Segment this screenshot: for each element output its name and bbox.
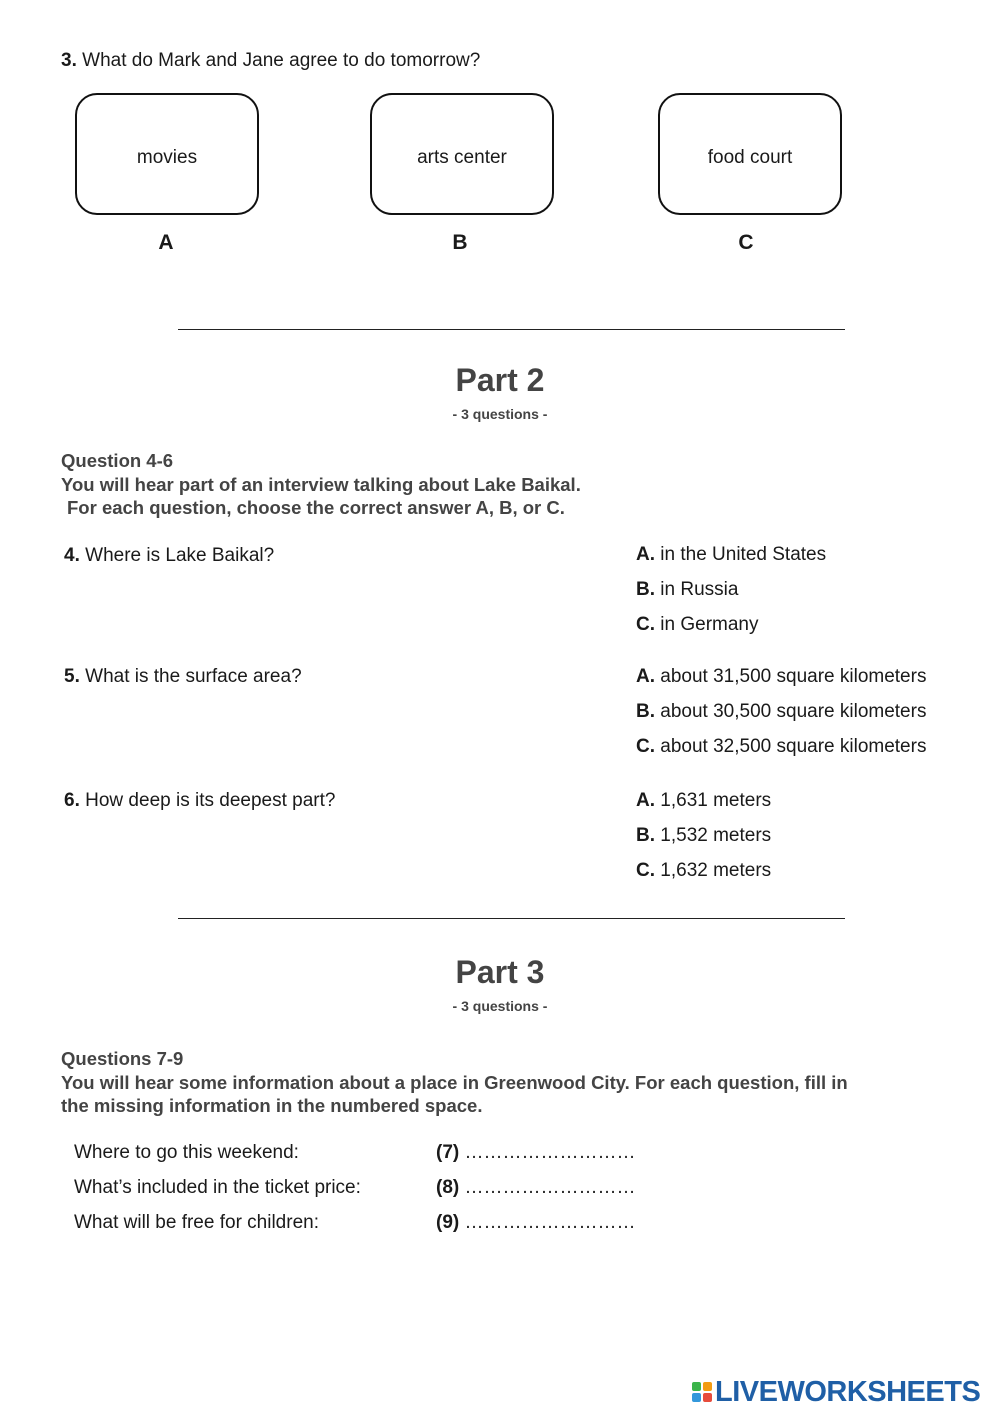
- option-text: 1,631 meters: [660, 790, 772, 811]
- fill-item-9-label: What will be free for children:: [74, 1212, 319, 1233]
- q4-option-b[interactable]: [636, 579, 738, 601]
- option-text: in the United States: [660, 544, 827, 565]
- choice-box-c[interactable]: [658, 93, 842, 215]
- fill-blank[interactable]: ………………………: [464, 1177, 636, 1198]
- fill-item-7-answer[interactable]: [436, 1142, 636, 1164]
- question-text: What do Mark and Jane agree to do tomorrow?: [82, 50, 481, 71]
- section-divider: [178, 918, 845, 919]
- part-3-instruction-1: You will hear some information about a place in Greenwood City. For each question, fill in: [61, 1071, 848, 1093]
- question-number: 4.: [64, 545, 80, 566]
- option-text: about 30,500 square kilometers: [660, 701, 927, 722]
- fill-number: (9): [436, 1212, 460, 1233]
- option-letter: B.: [636, 701, 655, 722]
- option-letter: C.: [636, 736, 655, 757]
- option-text: about 32,500 square kilometers: [660, 736, 927, 757]
- part-3-subtitle: - 3 questions -: [452, 998, 548, 1014]
- choice-letter-b: B: [452, 231, 468, 254]
- q6-option-a[interactable]: [636, 790, 771, 812]
- liveworksheets-logo[interactable]: [692, 1375, 981, 1408]
- choice-label: arts center: [417, 147, 507, 168]
- option-letter: B.: [636, 825, 655, 846]
- q4-option-a[interactable]: [636, 544, 826, 566]
- fill-item-8-answer[interactable]: [436, 1177, 636, 1199]
- question-3: [61, 50, 480, 72]
- option-letter: C.: [636, 860, 655, 881]
- option-letter: A.: [636, 666, 655, 687]
- option-letter: A.: [636, 790, 655, 811]
- part-2-heading: Question 4-6: [61, 450, 174, 471]
- option-text: about 31,500 square kilometers: [660, 666, 927, 687]
- option-letter: A.: [636, 544, 655, 565]
- choice-box-a[interactable]: [75, 93, 259, 215]
- liveworksheets-logo-icon: [692, 1382, 712, 1402]
- question-number: 3.: [61, 50, 77, 71]
- choice-label: food court: [707, 147, 793, 168]
- fill-item-7-label: Where to go this weekend:: [74, 1142, 299, 1163]
- fill-number: (7): [436, 1142, 460, 1163]
- option-text: 1,532 meters: [660, 825, 772, 846]
- logo-square: [703, 1393, 712, 1402]
- part-3-heading: Questions 7-9: [61, 1048, 184, 1069]
- part-2-instruction-2: For each question, choose the correct answer A, B, or C.: [67, 497, 565, 518]
- part-3-instructions: [61, 1047, 848, 1118]
- part-2-title: Part 2: [455, 362, 545, 398]
- q6-option-b[interactable]: [636, 825, 771, 847]
- question-text: What is the surface area?: [85, 666, 302, 687]
- q4-option-c[interactable]: [636, 614, 758, 636]
- option-text: 1,632 meters: [660, 860, 772, 881]
- part-2-instruction-1: You will hear part of an interview talking about Lake Baikal.: [61, 473, 581, 495]
- option-letter: C.: [636, 614, 655, 635]
- question-text: Where is Lake Baikal?: [85, 545, 275, 566]
- fill-item-8-label: What’s included in the ticket price:: [74, 1177, 361, 1198]
- q5-option-b[interactable]: [636, 701, 926, 723]
- option-letter: B.: [636, 579, 655, 600]
- logo-square: [703, 1382, 712, 1391]
- q6-option-c[interactable]: [636, 860, 771, 882]
- q5-option-c[interactable]: [636, 736, 926, 758]
- question-5: [64, 666, 302, 688]
- fill-item-9-answer[interactable]: [436, 1212, 636, 1234]
- choice-letter-c: C: [738, 231, 754, 254]
- logo-text: LIVEWORKSHEETS: [715, 1375, 981, 1408]
- part-2-instructions: [61, 449, 581, 520]
- q5-option-a[interactable]: [636, 666, 926, 688]
- choice-label: movies: [136, 147, 198, 168]
- question-6: [64, 790, 335, 812]
- option-text: in Russia: [660, 579, 739, 600]
- logo-square: [692, 1382, 701, 1391]
- part-3-instruction-2: the missing information in the numbered space.: [61, 1095, 483, 1116]
- fill-blank[interactable]: ………………………: [464, 1212, 636, 1233]
- section-divider: [178, 329, 845, 330]
- fill-number: (8): [436, 1177, 460, 1198]
- part-3-title: Part 3: [455, 954, 545, 990]
- option-text: in Germany: [660, 614, 759, 635]
- question-number: 5.: [64, 666, 80, 687]
- question-4: [64, 545, 274, 567]
- part-2-subtitle: - 3 questions -: [452, 406, 548, 422]
- question-text: How deep is its deepest part?: [85, 790, 336, 811]
- choice-box-b[interactable]: [370, 93, 554, 215]
- fill-blank[interactable]: ………………………: [464, 1142, 636, 1163]
- choice-letter-a: A: [158, 231, 174, 254]
- logo-square: [692, 1393, 701, 1402]
- question-number: 6.: [64, 790, 80, 811]
